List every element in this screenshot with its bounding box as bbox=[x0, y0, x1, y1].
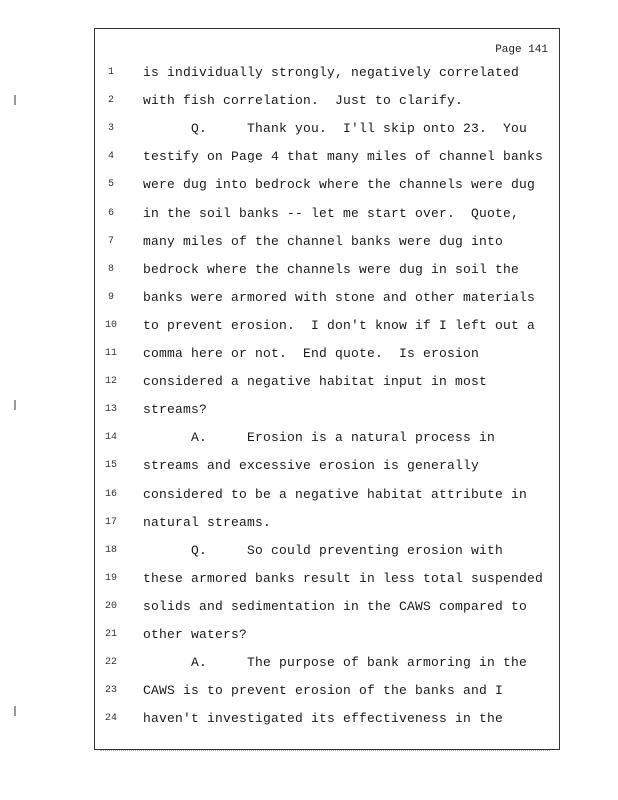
line-number: 23 bbox=[104, 685, 117, 697]
line-number: 10 bbox=[104, 319, 117, 331]
transcript-line: haven't investigated its effectiveness in the bbox=[143, 711, 504, 727]
transcript-line: considered to be a negative habitat attribute in bbox=[143, 486, 528, 502]
line-number: 7 bbox=[107, 235, 114, 247]
line-number: 6 bbox=[107, 207, 114, 219]
scan-mark bbox=[14, 400, 16, 410]
scan-mark bbox=[14, 95, 16, 105]
transcript-line: Q. Thank you. I'll skip onto 23. You bbox=[143, 121, 528, 137]
transcript-line: testify on Page 4 that many miles of channel banks bbox=[143, 149, 544, 165]
line-number: 16 bbox=[104, 488, 117, 500]
transcript-line: Q. So could preventing erosion with bbox=[143, 542, 504, 558]
transcript-line: banks were armored with stone and other materials bbox=[143, 289, 536, 305]
transcript-line: streams and excessive erosion is generally bbox=[143, 458, 480, 474]
transcript-line: bedrock where the channels were dug in soil the bbox=[143, 261, 520, 277]
transcript-line: these armored banks result in less total suspended bbox=[143, 570, 544, 586]
transcript-line: A. The purpose of bank armoring in the bbox=[143, 655, 528, 671]
line-number: 14 bbox=[104, 432, 117, 444]
transcript-line: comma here or not. End quote. Is erosion bbox=[143, 346, 480, 361]
line-number: 2 bbox=[107, 95, 114, 107]
transcript-line: with fish correlation. Just to clarify. bbox=[143, 93, 464, 109]
line-number: 18 bbox=[104, 544, 117, 556]
line-number: 12 bbox=[104, 376, 117, 388]
line-number: 15 bbox=[104, 460, 117, 472]
line-number: 19 bbox=[104, 572, 117, 584]
line-number: 17 bbox=[104, 516, 117, 528]
line-number: 11 bbox=[104, 348, 117, 359]
transcript-line: many miles of the channel banks were dug into bbox=[143, 233, 504, 249]
line-number: 24 bbox=[104, 713, 117, 725]
transcript-line: is individually strongly, negatively correlated bbox=[143, 65, 520, 80]
line-number: 13 bbox=[104, 404, 117, 416]
scan-mark bbox=[14, 706, 16, 716]
line-number: 3 bbox=[107, 123, 114, 135]
transcript-line: considered a negative habitat input in most bbox=[143, 374, 488, 390]
transcript-line: A. Erosion is a natural process in bbox=[143, 430, 496, 446]
transcript-line: other waters? bbox=[143, 627, 248, 642]
transcript-line: were dug into bedrock where the channels were dug bbox=[143, 177, 536, 193]
line-number: 5 bbox=[107, 179, 114, 191]
transcript-line: in the soil banks -- let me start over. Quote, bbox=[143, 205, 520, 221]
line-number: 9 bbox=[107, 291, 114, 303]
page-number: Page 141 bbox=[495, 44, 548, 56]
transcript-line: natural streams. bbox=[143, 514, 272, 530]
scan-noise-line bbox=[100, 750, 550, 753]
line-number: 20 bbox=[104, 600, 117, 612]
transcript-line: streams? bbox=[143, 402, 208, 418]
line-number: 22 bbox=[104, 657, 117, 669]
line-number: 21 bbox=[104, 629, 117, 640]
line-number: 4 bbox=[107, 151, 114, 163]
transcript-line: CAWS is to prevent erosion of the banks and I bbox=[143, 683, 504, 699]
line-number: 8 bbox=[107, 263, 114, 275]
transcript-line: solids and sedimentation in the CAWS compared to bbox=[143, 598, 528, 614]
transcript-line: to prevent erosion. I don't know if I left out a bbox=[143, 317, 536, 333]
line-number: 1 bbox=[107, 67, 114, 78]
